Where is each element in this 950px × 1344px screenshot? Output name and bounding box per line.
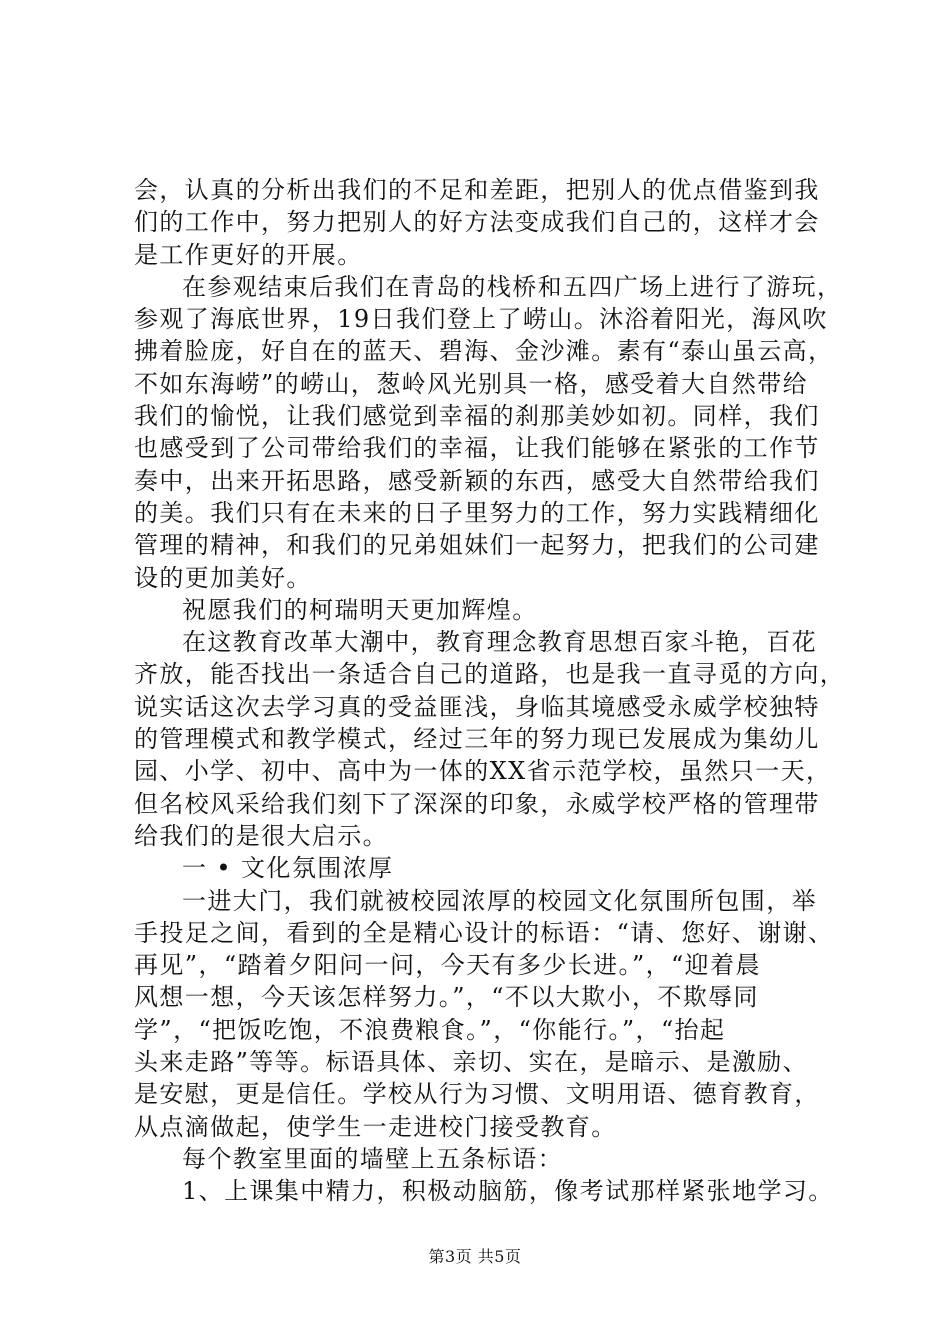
paragraph-start: 祝愿我们的柯瑞明天更加辉煌。 (182, 595, 538, 624)
text-line: 设的更加美好。 (134, 563, 312, 592)
text-line: 但名校风采给我们刻下了深深的印象，永威学校严格的管理带 (134, 789, 820, 818)
text-line: 齐放，能否找出一条适合自己的道路，也是我一直寻觅的方向， (134, 660, 846, 689)
text-line: 头来走路”等等。标语具体、亲切、实在，是暗示、是激励、 (134, 1048, 809, 1077)
text-line: 会，认真的分析出我们的不足和差距，把别人的优点借鉴到我 (134, 176, 820, 204)
text-line: 也感受到了公司带给我们的幸福，让我们能够在紧张的工作节 (134, 434, 820, 463)
list-item: 1、上课集中精力，积极动脑筋，像考试那样紧张地学习。 (182, 1177, 834, 1206)
text-line: 的管理模式和教学模式，经过三年的努力现已发展成为集幼儿 (134, 725, 820, 754)
paragraph-start: 在这教育改革大潮中，教育理念教育思想百家斗艳，百花 (182, 628, 817, 657)
text-line: 再见”，“踏着夕阳问一问，今天有多少长进。”，“迎着晨 (134, 951, 761, 980)
text-line: 手投足之间，看到的全是精心设计的标语：“请、您好、谢谢、 (134, 918, 834, 947)
section-heading: 一 • 文化氛围浓厚 (182, 854, 394, 883)
text-line: 不如东海崂”的崂山，葱岭风光别具一格，感受着大自然带给 (134, 369, 809, 398)
paragraph-start: 每个教室里面的墙壁上五条标语： (182, 1144, 563, 1173)
text-line: 是安慰，更是信任。学校从行为习惯、文明用语、德育教育， (134, 1080, 820, 1109)
paragraph-start: 一进大门，我们就被校园浓厚的校园文化氛围所包围，举 (182, 886, 817, 915)
body-text (134, 174, 846, 1208)
text-line: 风想一想，今天该怎样努力。”，“不以大欺小，不欺辱同 (134, 983, 759, 1012)
paragraph-start: 在参观结束后我们在青岛的栈桥和五四广场上进行了游玩， (182, 272, 843, 301)
text-line: 从点滴做起，使学生一走进校门接受教育。 (134, 1112, 617, 1141)
text-line: 是工作更好的开展。 (134, 240, 363, 269)
text-line: 管理的精神，和我们的兄弟姐妹们一起努力，把我们的公司建 (134, 531, 820, 560)
text-line: 学”，“把饭吃饱，不浪费粮食。”，“你能行。”，“抬起 (134, 1015, 726, 1044)
text-line: 园、小学、初中、高中为一体的XX省示范学校，虽然只一天， (134, 757, 832, 786)
page-number-footer: 第3页 共5页 (428, 1247, 522, 1266)
text-line: 奏中，出来开拓思路，感受新颖的东西，感受大自然带给我们 (134, 466, 820, 495)
text-line: 我们的愉悦，让我们感觉到幸福的刹那美妙如初。同样，我们 (134, 402, 820, 431)
text-line: 们的工作中，努力把别人的好方法变成我们自己的，这样才会 (134, 208, 820, 237)
text-line: 拂着脸庞，好自在的蓝天、碧海、金沙滩。素有“泰山虽云高， (134, 337, 834, 366)
text-line: 参观了海底世界，19日我们登上了崂山。沐浴着阳光，海风吹 (134, 305, 828, 334)
text-line: 给我们的是很大启示。 (134, 821, 388, 850)
text-line: 说实话这次去学习真的受益匪浅，身临其境感受永威学校独特 (134, 692, 820, 721)
text-line: 的美。我们只有在未来的日子里努力的工作，努力实践精细化 (134, 498, 820, 527)
